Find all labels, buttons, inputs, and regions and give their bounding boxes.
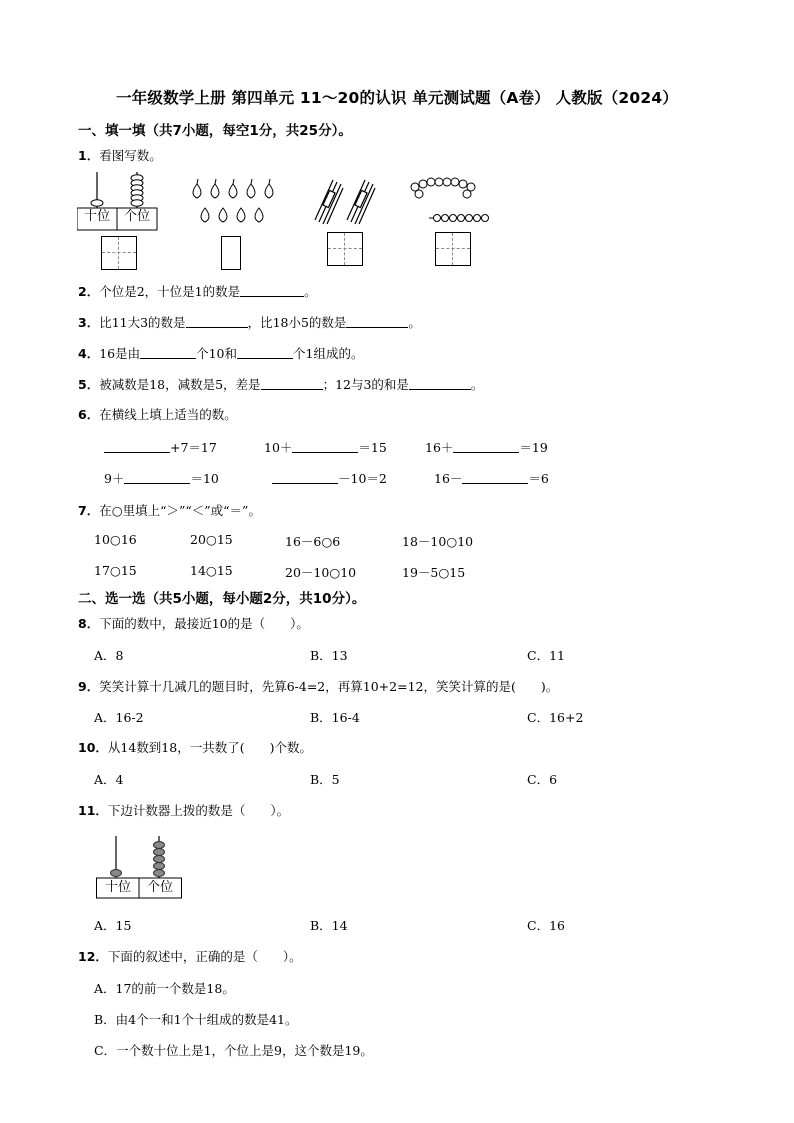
ones-label: 个位 — [123, 209, 150, 224]
q6-row-2-item-1: 9＋ ＝10 — [104, 471, 219, 486]
option-a[interactable]: A．16-2 — [94, 710, 144, 725]
blank[interactable] — [453, 440, 519, 453]
answer-box-3[interactable] — [327, 232, 363, 266]
blank[interactable] — [462, 471, 528, 484]
blank[interactable] — [124, 471, 190, 484]
question-1: 1．看图写数。 — [78, 148, 162, 163]
option-c[interactable]: C．16 — [527, 918, 565, 933]
question-7: 7．在○里填上“＞”“＜”或“＝”。 — [78, 503, 261, 518]
question-1-figure — [77, 170, 493, 270]
compare-item[interactable]: 14○15 — [190, 563, 233, 578]
option-c[interactable]: C．16+2 — [527, 710, 584, 725]
blank[interactable] — [104, 440, 170, 453]
question-6: 6．在横线上填上适当的数。 — [78, 407, 237, 422]
q11-abacus — [96, 834, 186, 900]
blank[interactable] — [186, 315, 248, 328]
q6-row-2-item-3: 16－ ＝6 — [434, 471, 549, 486]
q6-row-1-item-2: 10＋ ＝15 — [264, 440, 387, 455]
option-c[interactable]: C．一个数十位上是1，个位上是9，这个数是19。 — [94, 1043, 373, 1058]
option-b[interactable]: B．5 — [310, 772, 340, 787]
compare-item[interactable]: 20○15 — [190, 532, 233, 547]
blank[interactable] — [261, 377, 323, 390]
question-5: 5．被减数是18，减数是5，差是 ；12与3的和是 。 — [78, 377, 484, 392]
option-c[interactable]: C．6 — [527, 772, 558, 787]
section-2-heading: 二、选一选（共5小题，每小题2分，共10分）。 — [78, 591, 366, 607]
option-a[interactable]: A．4 — [94, 772, 124, 787]
section-1-heading: 一、填一填（共7小题，每空1分，共25分）。 — [78, 123, 352, 139]
answer-box-4[interactable] — [435, 232, 471, 266]
q6-row-1-item-1: +7＝17 — [104, 438, 217, 456]
question-10: 10．从14数到18，一共数了( )个数。 — [78, 740, 312, 755]
compare-item[interactable]: 16－6○6 — [285, 534, 341, 549]
question-11: 11．下边计数器上拨的数是（ ）。 — [78, 803, 290, 818]
question-4: 4．16是由 个10和 个1组成的。 — [78, 346, 364, 361]
blank[interactable] — [240, 284, 304, 297]
question-3: 3．比11大3的数是 ，比18小5的数是 。 — [78, 315, 421, 330]
answer-box-2[interactable] — [221, 236, 241, 270]
option-b[interactable]: B．16-4 — [310, 710, 360, 725]
blank[interactable] — [346, 315, 408, 328]
blank[interactable] — [409, 377, 471, 390]
option-b[interactable]: B．14 — [310, 918, 348, 933]
compare-item[interactable]: 18－10○10 — [402, 534, 474, 549]
blank[interactable] — [237, 346, 293, 359]
option-a[interactable]: A．17的前一个数是18。 — [94, 981, 235, 996]
blank[interactable] — [292, 440, 358, 453]
question-9: 9．笑笑计算十几减几的题目时，先算6-4=2，再算10+2=12，笑笑计算的是( )。 — [78, 679, 559, 694]
beads-icon — [411, 178, 489, 222]
q6-row-2-item-2: －10＝2 — [272, 469, 387, 487]
pears-icon — [193, 179, 273, 222]
compare-item[interactable]: 17○15 — [94, 563, 137, 578]
q6-row-1-item-3: 16＋ ＝19 — [425, 440, 548, 455]
blank[interactable] — [272, 471, 338, 484]
compare-item[interactable]: 20－10○10 — [285, 565, 357, 580]
ones-label: 个位 — [146, 880, 173, 895]
tens-label: 十位 — [83, 209, 110, 224]
option-a[interactable]: A．8 — [94, 648, 124, 663]
blank[interactable] — [140, 346, 196, 359]
question-8: 8．下面的数中，最接近10的是（ ）。 — [78, 616, 309, 631]
stick-bundles-icon — [315, 180, 375, 224]
tens-label: 十位 — [104, 880, 131, 895]
compare-item[interactable]: 19－5○15 — [402, 565, 466, 580]
option-a[interactable]: A．15 — [94, 918, 132, 933]
page-title: 一年级数学上册 第四单元 11～20的认识 单元测试题（A卷） 人教版（2024） — [115, 89, 679, 107]
answer-box-1[interactable] — [101, 236, 137, 270]
question-12: 12．下面的叙述中，正确的是（ ）。 — [78, 949, 302, 964]
option-c[interactable]: C．11 — [527, 648, 565, 663]
question-2: 2．个位是2，十位是1的数是 。 — [78, 284, 317, 299]
option-b[interactable]: B．由4个一和1个十组成的数是41。 — [94, 1012, 298, 1027]
option-b[interactable]: B．13 — [310, 648, 348, 663]
compare-item[interactable]: 10○16 — [94, 532, 137, 547]
